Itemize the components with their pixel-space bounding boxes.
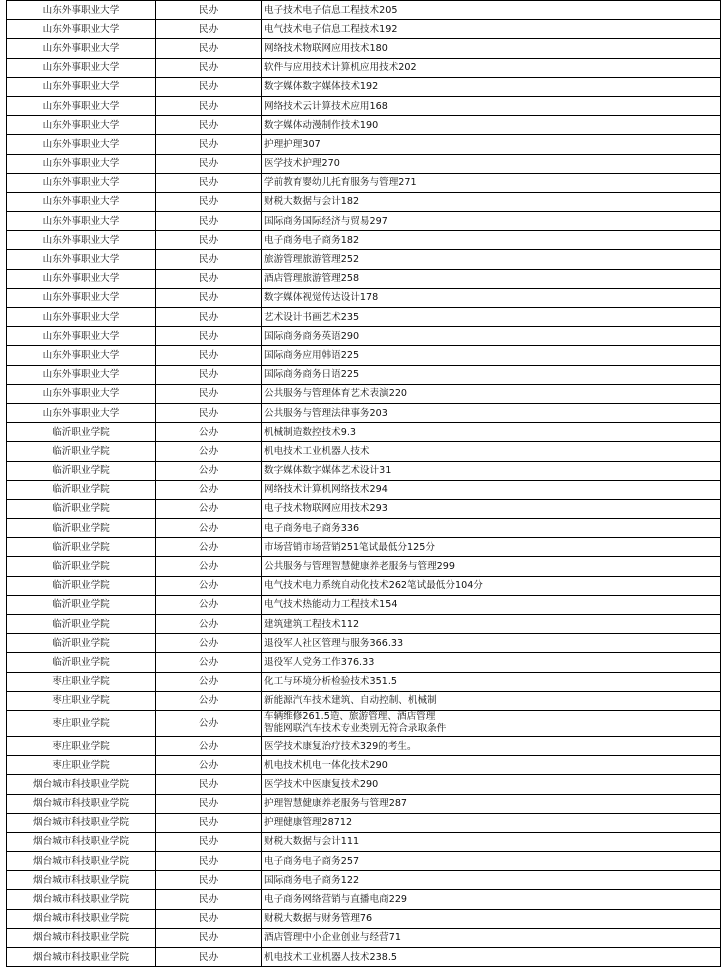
table-row (7, 269, 721, 288)
major-score-cell (262, 710, 721, 736)
school-name-cell: 山东外事职业大学 (7, 154, 156, 173)
major-score-cell: 新能源汽车技术建筑、自动控制、机械制 (262, 691, 721, 710)
school-name-cell: 山东外事职业大学 (7, 250, 156, 269)
table-row (7, 634, 721, 653)
school-type-cell: 民办 (156, 308, 262, 327)
school-type-cell: 公办 (156, 423, 262, 442)
school-name-cell: 临沂职业学院 (7, 538, 156, 557)
school-name-cell: 临沂职业学院 (7, 576, 156, 595)
table-row (7, 736, 721, 755)
school-type-cell: 公办 (156, 461, 262, 480)
table-row (7, 96, 721, 115)
school-name-cell: 烟台城市科技职业学院 (7, 775, 156, 794)
table-row (7, 871, 721, 890)
major-score-cell: 机电技术机电一体化技术290 (262, 756, 721, 775)
school-type-cell: 民办 (156, 365, 262, 384)
school-type-cell: 民办 (156, 250, 262, 269)
major-score-cell: 退役军人党务工作376.33 (262, 653, 721, 672)
school-name-cell: 枣庄职业学院 (7, 672, 156, 691)
school-type-cell: 民办 (156, 231, 262, 250)
table-row (7, 615, 721, 634)
major-line-1: 车辆维修261.5造、旅游管理、酒店管理 (264, 710, 436, 722)
table-row (7, 192, 721, 211)
major-score-cell: 机电技术工业机器人技术238.5 (262, 948, 721, 967)
major-score-cell: 化工与环境分析检验技术351.5 (262, 672, 721, 691)
major-score-cell: 网络技术云计算技术应用168 (262, 96, 721, 115)
school-name-cell: 山东外事职业大学 (7, 269, 156, 288)
school-type-cell: 民办 (156, 20, 262, 39)
school-name-cell: 临沂职业学院 (7, 442, 156, 461)
school-type-cell: 公办 (156, 499, 262, 518)
school-type-cell: 民办 (156, 794, 262, 813)
major-score-cell: 旅游管理旅游管理252 (262, 250, 721, 269)
major-score-cell: 公共服务与管理法律事务203 (262, 403, 721, 422)
school-name-cell: 山东外事职业大学 (7, 365, 156, 384)
school-name-cell: 烟台城市科技职业学院 (7, 871, 156, 890)
major-score-cell: 医学技术康复治疗技术329的考生。 (262, 736, 721, 755)
school-type-cell: 民办 (156, 832, 262, 851)
school-type-cell: 公办 (156, 519, 262, 538)
table-row (7, 890, 721, 909)
major-score-cell: 电子商务网络营销与直播电商229 (262, 890, 721, 909)
major-score-cell: 数字媒体数字媒体技术192 (262, 77, 721, 96)
school-type-cell: 公办 (156, 442, 262, 461)
school-type-cell: 公办 (156, 672, 262, 691)
table-row (7, 154, 721, 173)
school-name-cell: 山东外事职业大学 (7, 231, 156, 250)
school-type-cell: 民办 (156, 813, 262, 832)
school-type-cell: 民办 (156, 288, 262, 307)
school-type-cell: 民办 (156, 116, 262, 135)
school-type-cell: 公办 (156, 710, 262, 736)
school-type-cell: 民办 (156, 135, 262, 154)
major-score-cell: 数字媒体数字媒体艺术设计31 (262, 461, 721, 480)
major-score-cell: 建筑建筑工程技术112 (262, 615, 721, 634)
table-row (7, 538, 721, 557)
major-score-cell: 网络技术计算机网络技术294 (262, 480, 721, 499)
school-type-cell: 公办 (156, 538, 262, 557)
school-type-cell: 民办 (156, 346, 262, 365)
table-row (7, 832, 721, 851)
table-row (7, 519, 721, 538)
table-row (7, 173, 721, 192)
school-type-cell: 民办 (156, 948, 262, 967)
major-score-cell: 电子技术电子信息工程技术205 (262, 1, 721, 20)
table-row (7, 1, 721, 20)
school-name-cell: 烟台城市科技职业学院 (7, 813, 156, 832)
table-row (7, 58, 721, 77)
major-score-cell: 学前教育婴幼儿托育服务与管理271 (262, 173, 721, 192)
major-score-cell: 电气技术热能动力工程技术154 (262, 595, 721, 614)
table-row (7, 346, 721, 365)
major-score-cell: 财税大数据与会计111 (262, 832, 721, 851)
table-row (7, 116, 721, 135)
major-score-cell: 电气技术电子信息工程技术192 (262, 20, 721, 39)
school-name-cell: 烟台城市科技职业学院 (7, 794, 156, 813)
school-type-cell: 公办 (156, 595, 262, 614)
major-score-cell: 国际商务商务英语290 (262, 327, 721, 346)
table-row (7, 384, 721, 403)
school-name-cell: 枣庄职业学院 (7, 736, 156, 755)
school-type-cell: 公办 (156, 756, 262, 775)
table-row (7, 710, 721, 736)
major-score-cell: 数字媒体动漫制作技术190 (262, 116, 721, 135)
school-type-cell: 公办 (156, 634, 262, 653)
school-type-cell: 民办 (156, 384, 262, 403)
school-name-cell: 临沂职业学院 (7, 557, 156, 576)
school-type-cell: 民办 (156, 154, 262, 173)
major-score-cell: 艺术设计书画艺术235 (262, 308, 721, 327)
table-row (7, 403, 721, 422)
school-name-cell: 临沂职业学院 (7, 595, 156, 614)
school-name-cell: 临沂职业学院 (7, 519, 156, 538)
school-type-cell: 民办 (156, 909, 262, 928)
school-name-cell: 临沂职业学院 (7, 634, 156, 653)
table-row (7, 756, 721, 775)
table-row (7, 480, 721, 499)
major-score-cell: 机电技术工业机器人技术 (262, 442, 721, 461)
school-name-cell: 山东外事职业大学 (7, 1, 156, 20)
major-score-cell: 电气技术电力系统自动化技术262笔试最低分104分 (262, 576, 721, 595)
major-score-cell: 国际商务商务日语225 (262, 365, 721, 384)
major-score-cell: 公共服务与管理智慧健康养老服务与管理299 (262, 557, 721, 576)
school-name-cell: 枣庄职业学院 (7, 710, 156, 736)
table-row (7, 909, 721, 928)
school-name-cell: 临沂职业学院 (7, 480, 156, 499)
school-type-cell: 民办 (156, 173, 262, 192)
table-row (7, 423, 721, 442)
school-type-cell: 民办 (156, 327, 262, 346)
table-row (7, 365, 721, 384)
table-row (7, 327, 721, 346)
school-name-cell: 山东外事职业大学 (7, 346, 156, 365)
school-name-cell: 临沂职业学院 (7, 461, 156, 480)
table-body (7, 1, 721, 967)
table-row (7, 813, 721, 832)
school-type-cell: 公办 (156, 576, 262, 595)
table-row (7, 308, 721, 327)
school-type-cell: 民办 (156, 212, 262, 231)
school-name-cell: 山东外事职业大学 (7, 58, 156, 77)
school-name-cell: 烟台城市科技职业学院 (7, 909, 156, 928)
table-row (7, 852, 721, 871)
school-name-cell: 山东外事职业大学 (7, 384, 156, 403)
table-row (7, 212, 721, 231)
table-row (7, 775, 721, 794)
major-score-cell: 电子商务电子商务182 (262, 231, 721, 250)
school-type-cell: 公办 (156, 615, 262, 634)
school-type-cell: 民办 (156, 39, 262, 58)
school-name-cell: 山东外事职业大学 (7, 135, 156, 154)
major-score-cell: 网络技术物联网应用技术180 (262, 39, 721, 58)
school-type-cell: 公办 (156, 557, 262, 576)
major-score-cell: 电子技术物联网应用技术293 (262, 499, 721, 518)
school-name-cell: 烟台城市科技职业学院 (7, 928, 156, 947)
school-name-cell: 山东外事职业大学 (7, 212, 156, 231)
school-name-cell: 山东外事职业大学 (7, 96, 156, 115)
major-score-cell: 护理健康管理28712 (262, 813, 721, 832)
major-score-cell: 酒店管理中小企业创业与经营71 (262, 928, 721, 947)
school-name-cell: 山东外事职业大学 (7, 39, 156, 58)
major-score-cell: 机械制造数控技术9.3 (262, 423, 721, 442)
school-name-cell: 临沂职业学院 (7, 423, 156, 442)
major-score-cell: 国际商务应用韩语225 (262, 346, 721, 365)
table-row (7, 135, 721, 154)
school-name-cell: 山东外事职业大学 (7, 173, 156, 192)
school-name-cell: 山东外事职业大学 (7, 192, 156, 211)
table-row (7, 231, 721, 250)
major-score-cell: 医学技术中医康复技术290 (262, 775, 721, 794)
school-name-cell: 山东外事职业大学 (7, 308, 156, 327)
major-score-cell: 电子商务电子商务257 (262, 852, 721, 871)
school-type-cell: 民办 (156, 192, 262, 211)
major-score-cell: 国际商务国际经济与贸易297 (262, 212, 721, 231)
school-type-cell: 民办 (156, 77, 262, 96)
major-score-cell: 数字媒体视觉传达设计178 (262, 288, 721, 307)
table-row (7, 672, 721, 691)
school-type-cell: 民办 (156, 871, 262, 890)
major-score-cell: 退役军人社区管理与服务366.33 (262, 634, 721, 653)
school-type-cell: 民办 (156, 775, 262, 794)
school-name-cell: 烟台城市科技职业学院 (7, 948, 156, 967)
table-row (7, 288, 721, 307)
major-score-cell: 软件与应用技术计算机应用技术202 (262, 58, 721, 77)
school-type-cell: 民办 (156, 403, 262, 422)
table-row (7, 39, 721, 58)
admission-table (6, 0, 721, 967)
table-row (7, 20, 721, 39)
school-name-cell: 临沂职业学院 (7, 499, 156, 518)
school-name-cell: 烟台城市科技职业学院 (7, 852, 156, 871)
school-type-cell: 民办 (156, 269, 262, 288)
major-score-cell: 财税大数据与会计182 (262, 192, 721, 211)
school-type-cell: 民办 (156, 58, 262, 77)
school-name-cell: 枣庄职业学院 (7, 756, 156, 775)
table-row (7, 653, 721, 672)
table-row (7, 250, 721, 269)
major-score-cell: 电子商务电子商务336 (262, 519, 721, 538)
table-row (7, 595, 721, 614)
table-row (7, 691, 721, 710)
school-name-cell: 山东外事职业大学 (7, 77, 156, 96)
table-row (7, 948, 721, 967)
school-name-cell: 临沂职业学院 (7, 615, 156, 634)
major-score-cell: 医学技术护理270 (262, 154, 721, 173)
school-type-cell: 民办 (156, 852, 262, 871)
school-name-cell: 枣庄职业学院 (7, 691, 156, 710)
school-name-cell: 山东外事职业大学 (7, 20, 156, 39)
school-name-cell: 临沂职业学院 (7, 653, 156, 672)
school-type-cell: 公办 (156, 736, 262, 755)
table-row (7, 461, 721, 480)
school-name-cell: 烟台城市科技职业学院 (7, 890, 156, 909)
table-row (7, 794, 721, 813)
table-row (7, 77, 721, 96)
school-type-cell: 民办 (156, 890, 262, 909)
major-score-cell: 公共服务与管理体育艺术表演220 (262, 384, 721, 403)
major-score-cell: 财税大数据与财务管理76 (262, 909, 721, 928)
school-type-cell: 民办 (156, 1, 262, 20)
major-score-cell: 酒店管理旅游管理258 (262, 269, 721, 288)
school-type-cell: 公办 (156, 691, 262, 710)
table-row (7, 499, 721, 518)
table-row (7, 928, 721, 947)
school-name-cell: 烟台城市科技职业学院 (7, 832, 156, 851)
table-row (7, 442, 721, 461)
major-score-cell: 市场营销市场营销251笔试最低分125分 (262, 538, 721, 557)
major-score-cell: 护理护理307 (262, 135, 721, 154)
school-type-cell: 公办 (156, 480, 262, 499)
major-line-2: 智能网联汽车技术专业类别无符合录取条件 (264, 723, 447, 735)
school-name-cell: 山东外事职业大学 (7, 288, 156, 307)
table-row (7, 576, 721, 595)
major-score-cell: 护理智慧健康养老服务与管理287 (262, 794, 721, 813)
school-type-cell: 公办 (156, 653, 262, 672)
school-name-cell: 山东外事职业大学 (7, 403, 156, 422)
school-type-cell: 民办 (156, 928, 262, 947)
table-row (7, 557, 721, 576)
major-score-cell: 国际商务电子商务122 (262, 871, 721, 890)
school-type-cell: 民办 (156, 96, 262, 115)
school-name-cell: 山东外事职业大学 (7, 116, 156, 135)
school-name-cell: 山东外事职业大学 (7, 327, 156, 346)
